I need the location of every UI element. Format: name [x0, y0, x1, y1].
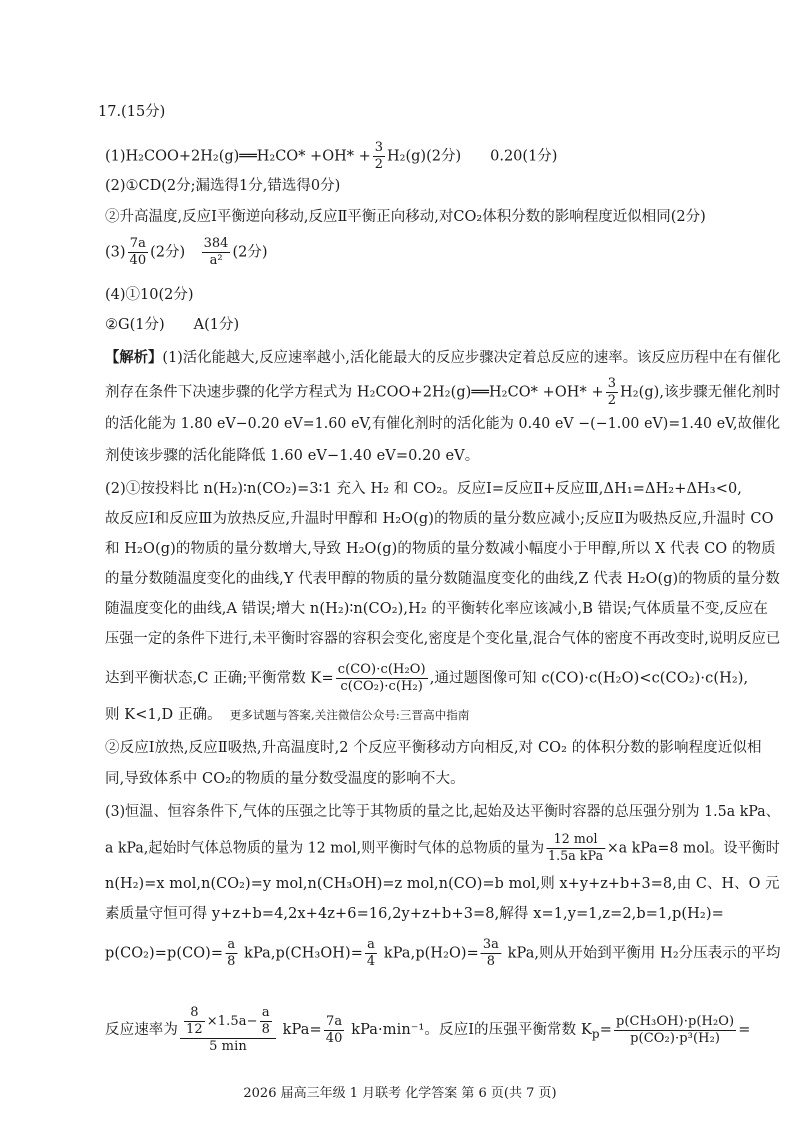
frac-num: 384	[203, 236, 229, 251]
fraction	[324, 1014, 345, 1047]
analysis-p1-line1	[105, 348, 781, 368]
fraction	[606, 376, 618, 409]
analysis-tag: 【解析】	[105, 349, 163, 366]
answer-3-suffix: (2分)	[232, 244, 268, 261]
answer-4-2: ②G(1分) A(1分)	[105, 317, 240, 333]
text: H₂(g),该步骤无催化剂时	[620, 384, 781, 401]
frac-num: 12 mol	[546, 832, 605, 849]
answer-4-1: (4)①10(2分)	[105, 287, 194, 303]
frac-num: a	[365, 937, 377, 954]
analysis-p2-line3: 和 H₂O(g)的物质的量分数增大,导致 H₂O(g)的物质的量分数减小幅度小于甲醇,所以 X 代表 CO 的物质	[105, 541, 776, 557]
text: p(CO₂)=p(CO)=	[105, 945, 224, 962]
fraction	[128, 236, 149, 269]
compound-fraction	[180, 1005, 276, 1055]
fraction	[202, 236, 231, 269]
analysis-p2-line7	[105, 662, 749, 695]
text: kPa·min⁻¹。反应Ⅰ的压强平衡常数 K	[346, 1022, 592, 1038]
frac-den: 40	[129, 253, 147, 268]
analysis-p3-line5	[105, 937, 781, 970]
frac-num	[180, 1005, 276, 1039]
frac-den: 5 min	[209, 1039, 247, 1054]
frac-den: 4	[366, 954, 376, 969]
text: (1)活化能越大,反应速率越小,活化能最大的反应步骤决定着总反应的速率。该反应历程中在有催化	[162, 350, 781, 366]
analysis-p3-line2	[105, 832, 780, 865]
fraction	[546, 832, 605, 865]
frac-num: a	[260, 1005, 272, 1022]
text: ×1.5a−	[206, 1014, 258, 1029]
fraction	[336, 662, 428, 695]
analysis-p2b-line1: ②反应Ⅰ放热,反应Ⅱ吸热,升高温度时,2 个反应平衡移动方向相反,对 CO₂ 的体积分数的影响程度近似相	[105, 740, 762, 756]
text: kPa,p(H₂O)=	[379, 945, 479, 962]
answer-2-2: ②升高温度,反应Ⅰ平衡逆向移动,反应Ⅱ平衡正向移动,对CO₂体积分数的影响程度近似相同(2分)	[105, 209, 706, 225]
analysis-p1-line2	[105, 376, 781, 409]
fraction	[373, 140, 385, 173]
fraction	[614, 1014, 736, 1047]
frac-den: 8	[261, 1022, 270, 1037]
text: =	[738, 1022, 751, 1038]
analysis-p2-line2: 故反应Ⅰ和反应Ⅲ为放热反应,升温时甲醇和 H₂O(g)的物质的量分数应减小;反应Ⅱ为吸热反应,升温时 CO	[105, 511, 774, 527]
analysis-p2-line1: (2)①按投料比 n(H₂)∶n(CO₂)=3∶1 充入 H₂ 和 CO₂。反应Ⅰ=反应Ⅱ+反应Ⅲ,ΔH₁=ΔH₂+ΔH₃<0,	[105, 481, 742, 497]
fraction	[184, 1005, 205, 1038]
text: a kPa,起始时气体总物质的量为 12 mol,则平衡时气体的总物质的量为	[105, 840, 545, 857]
text: kPa,则从开始到平衡用 H₂分压表示的平均	[502, 945, 781, 962]
analysis-p1-line4: 剂使该步骤的活化能降低 1.60 eV−1.40 eV=0.20 eV。	[105, 448, 480, 464]
subscript: p	[591, 1026, 600, 1041]
question-header: 17.(15分)	[98, 104, 166, 120]
answer-3-prefix: (3)	[105, 244, 126, 261]
text: ×a kPa=8 mol。设平衡时	[607, 840, 780, 857]
text: kPa=	[277, 1022, 322, 1038]
text: 剂存在条件下决速步骤的化学方程式为 H₂COO+2H₂(g)══H₂CO* +OH* +	[105, 384, 604, 401]
frac-num: 7a	[324, 1014, 345, 1031]
frac-den: c(CO₂)·c(H₂)	[340, 679, 423, 694]
text: kPa,p(CH₃OH)=	[239, 945, 363, 962]
analysis-p2-line5: 随温度变化的曲线,A 错误;增大 n(H₂)∶n(CO₂),H₂ 的平衡转化率应该减小,B 错误;气体质量不变,反应在	[105, 601, 768, 617]
frac-den: 8	[486, 954, 496, 969]
fraction	[481, 937, 501, 970]
frac-num: 8	[184, 1005, 205, 1022]
frac-den: p(CO₂)·p³(H₂)	[630, 1030, 721, 1046]
analysis-p2-line6: 压强一定的条件下进行,未平衡时容器的容积会变化,密度是个变化量,混合气体的密度不再改变时,说明反应已	[105, 631, 781, 647]
frac-den: 2	[374, 157, 384, 172]
answer-3	[105, 236, 268, 269]
frac-den: 40	[325, 1030, 343, 1046]
fraction	[365, 937, 377, 970]
answer-2-1: (2)①CD(2分;漏选得1分,错选得0分)	[105, 178, 341, 194]
wechat-notice: 更多试题与答案,关注微信公众号:三晋高中指南	[229, 708, 470, 722]
text: 反应速率为	[105, 1022, 178, 1038]
analysis-p2-line4: 的量分数随温度变化的曲线,Y 代表甲醇的物质的量分数随温度变化的曲线,Z 代表 H₂O(g)的物质的量分数	[105, 571, 780, 587]
text: 达到平衡状态,C 正确;平衡常数 K=	[105, 670, 334, 687]
analysis-p3-line4: 素质量守恒可得 y+z+b=4,2x+4z+6=16,2y+z+b+3=8,解得 x=1,y=1,z=2,b=1,p(H₂)=	[105, 906, 724, 922]
text: ,通过题图像可知 c(CO)·c(H₂O)<c(CO₂)·c(H₂),	[429, 670, 749, 687]
fraction	[260, 1005, 272, 1038]
fraction	[225, 937, 237, 970]
analysis-p3-line3: n(H₂)=x mol,n(CO₂)=y mol,n(CH₃OH)=z mol,n(CO)=b mol,则 x+y+z+b+3=8,由 C、H、O 元	[105, 876, 780, 892]
analysis-p1-line3: 的活化能为 1.80 eV−0.20 eV=1.60 eV,有催化剂时的活化能为 0.40 eV −(−1.00 eV)=1.40 eV,故催化	[105, 416, 781, 432]
frac-num: 3	[607, 376, 617, 391]
frac-num: 7a	[128, 236, 149, 253]
answer-1	[105, 140, 557, 173]
analysis-p3-line6	[105, 1005, 751, 1055]
frac-num: p(CH₃OH)·p(H₂O)	[615, 1013, 735, 1029]
frac-den: a²	[209, 253, 223, 268]
answer-1-left: (1)H₂COO+2H₂(g)══H₂CO* +OH* +	[105, 148, 371, 165]
frac-den: 8	[227, 954, 236, 969]
answer-3-mid: (2分)	[150, 244, 200, 261]
frac-den: 2	[607, 393, 617, 408]
frac-num: a	[225, 937, 237, 954]
page-footer: 2026 届高三年级 1 月联考 化学答案 第 6 页(共 7 页)	[243, 1086, 557, 1101]
analysis-p2b-line2: 同,导致体系中 CO₂的物质的量分数受温度的影响不大。	[105, 771, 465, 787]
text: =	[599, 1022, 612, 1038]
frac-num: 3a	[482, 937, 500, 952]
analysis-p2-line8	[105, 705, 705, 725]
analysis-p3-line1: (3)恒温、恒容条件下,气体的压强之比等于其物质的量之比,起始及达平衡时容器的总压强分别为 1.5a kPa、	[105, 804, 780, 820]
frac-num: 3	[374, 140, 384, 155]
frac-den: 1.5a kPa	[548, 849, 604, 864]
text: 则 K<1,D 正确。	[105, 707, 222, 723]
answer-1-right: H₂(g)(2分) 0.20(1分)	[387, 148, 558, 165]
frac-den: 12	[186, 1022, 203, 1037]
frac-num: c(CO)·c(H₂O)	[337, 662, 426, 677]
